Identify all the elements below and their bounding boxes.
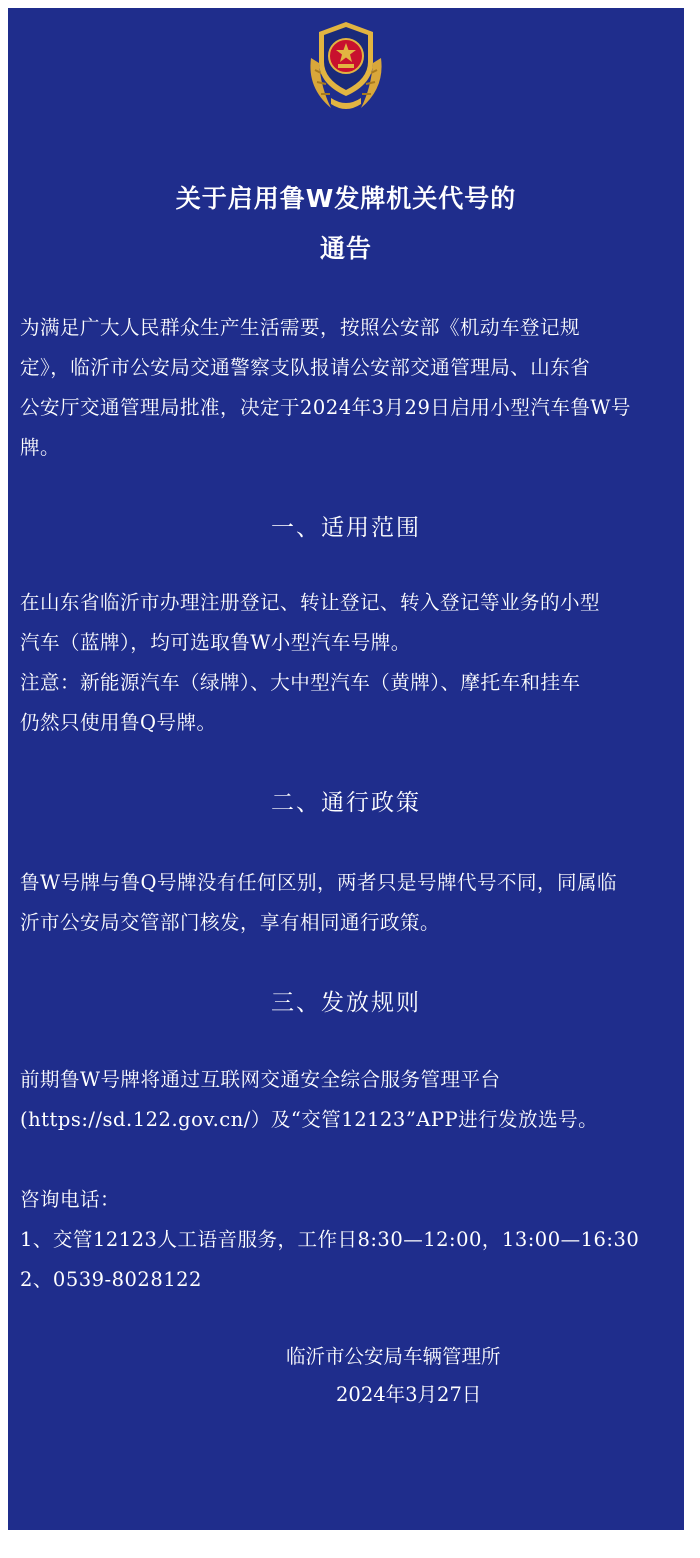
police-badge-icon — [301, 18, 391, 114]
scope-note-line: 注意：新能源汽车（绿牌）、大中型汽车（黄牌）、摩托车和挂车 — [20, 671, 581, 694]
notice-title: 关于启用鲁W发牌机关代号的 — [175, 184, 517, 213]
rules-line: 前期鲁W号牌将通过互联网交通安全综合服务管理平台 — [20, 1068, 501, 1091]
scope-line: 在山东省临沂市办理注册登记、转让登记、转入登记等业务的小型 — [20, 591, 601, 614]
contact-label: 咨询电话： — [20, 1188, 121, 1211]
rules-line: (https://sd.122.gov.cn/）及“交管12123”APP进行发放选号。 — [20, 1108, 599, 1131]
signature-organization: 临沂市公安局车辆管理所 — [286, 1345, 501, 1368]
section-heading-scope: 一、适用范围 — [271, 515, 421, 541]
notice-title-line2: 通告 — [319, 234, 372, 263]
section-heading-rules: 三、发放规则 — [271, 990, 421, 1016]
section-heading-policy: 二、通行政策 — [271, 790, 421, 816]
intro-line: 定》，临沂市公安局交通警察支队报请公安部交通管理局、山东省 — [20, 356, 591, 379]
policy-line: 沂市公安局交管部门核发，享有相同通行政策。 — [20, 911, 441, 934]
policy-line: 鲁W号牌与鲁Q号牌没有任何区别，两者只是号牌代号不同，同属临 — [20, 871, 618, 894]
intro-line: 公安厅交通管理局批准，决定于2024年3月29日启用小型汽车鲁W号 — [20, 396, 631, 419]
intro-line: 为满足广大人民群众生产生活需要，按照公安部《机动车登记规 — [20, 316, 581, 339]
signature-date: 2024年3月27日 — [336, 1383, 482, 1406]
contact-block — [20, 1180, 672, 1300]
rules-paragraph — [20, 1060, 672, 1140]
scope-line: 汽车（蓝牌），均可选取鲁W小型汽车号牌。 — [20, 631, 411, 654]
contact-item: 1、交管12123人工语音服务，工作日8:30—12:00，13:00—16:30 — [20, 1228, 640, 1251]
intro-paragraph — [20, 308, 672, 468]
scope-paragraph — [20, 583, 672, 743]
scope-note-line: 仍然只使用鲁Q号牌。 — [20, 711, 217, 734]
policy-paragraph — [20, 863, 672, 943]
intro-line: 牌。 — [20, 436, 61, 459]
contact-item: 2、0539-8028122 — [20, 1268, 202, 1291]
notice-panel — [8, 8, 684, 1530]
